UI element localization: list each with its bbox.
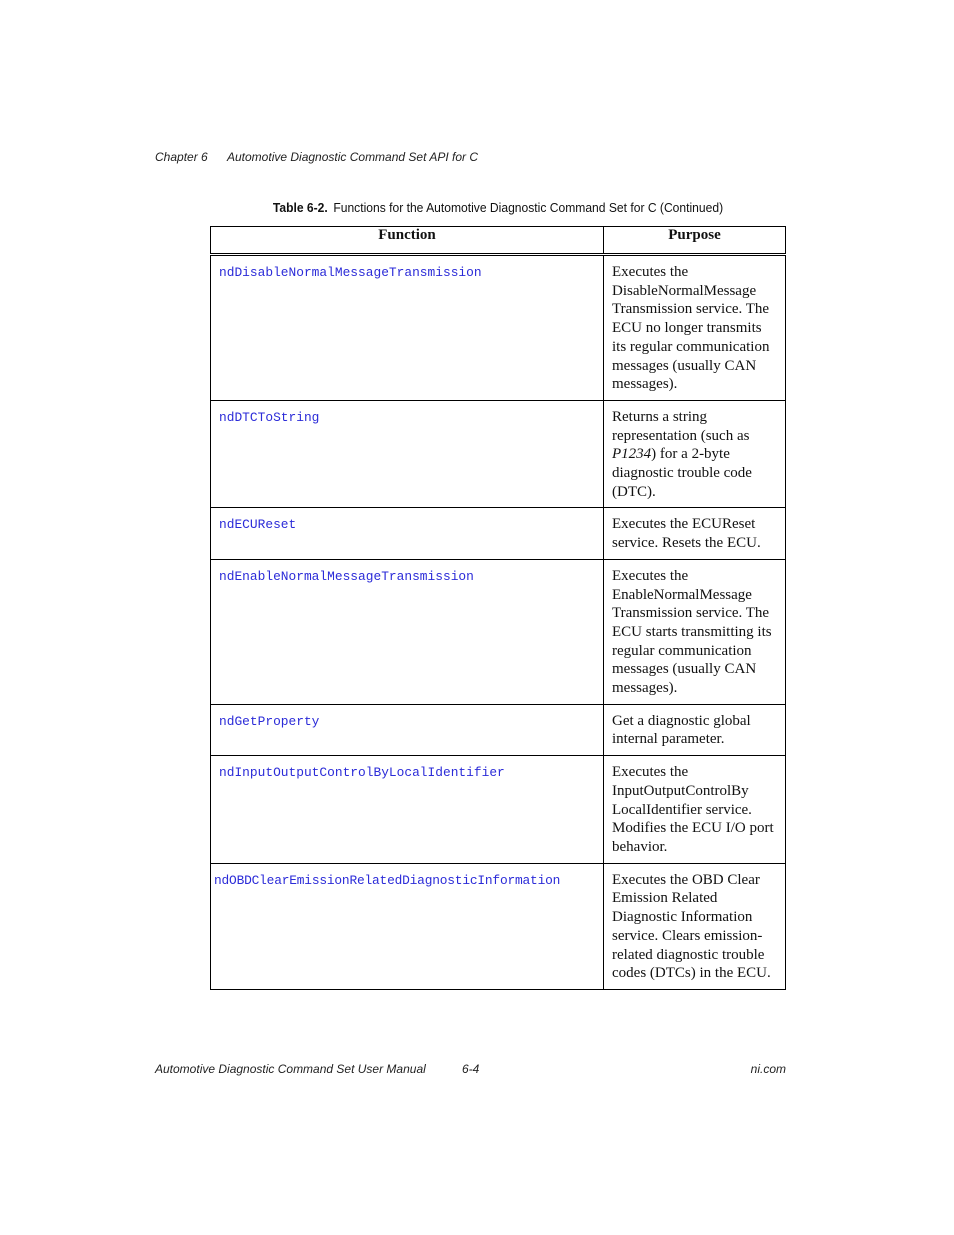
purpose-cell: Executes the OBD Clear Emission Related Diagnostic Information service. Clears emission-related diagnostic trouble codes (DTCs) in the ECU. <box>604 863 786 989</box>
function-cell <box>211 756 604 864</box>
purpose-example-code: P1234 <box>612 446 652 463</box>
purpose-cell: Get a diagnostic global internal parameter. <box>604 704 786 755</box>
table-caption <box>230 200 766 215</box>
column-header-purpose: Purpose <box>604 227 786 255</box>
table-row <box>211 704 786 755</box>
table-row <box>211 863 786 989</box>
function-cell <box>211 559 604 704</box>
purpose-cell: Executes the DisableNormalMessage Transmission service. The ECU no longer transmits its regular communication messages (usually CAN messages). <box>604 255 786 401</box>
page-number: 6-4 <box>462 1062 480 1076</box>
chapter-label: Chapter 6 <box>155 150 208 164</box>
table-row <box>211 508 786 559</box>
function-cell <box>211 400 604 508</box>
function-link-ndEnableNormalMessageTransmission[interactable]: ndEnableNormalMessageTransmission <box>219 568 474 584</box>
purpose-cell: Executes the InputOutputControlBy LocalIdentifier service. Modifies the ECU I/O port behavior. <box>604 756 786 864</box>
function-link-ndOBDClearEmissionRelatedDiagnosticInformation[interactable]: ndOBDClearEmissionRelatedDiagnosticInformation <box>214 872 561 888</box>
table-header-row <box>211 227 786 255</box>
table-caption-title: Functions for the Automotive Diagnostic Command Set for C (Continued) <box>333 200 724 215</box>
purpose-cell: Executes the ECUReset service. Resets the ECU. <box>604 508 786 559</box>
site-link[interactable]: ni.com <box>750 1062 786 1076</box>
function-link-ndDisableNormalMessageTransmission[interactable]: ndDisableNormalMessageTransmission <box>219 265 482 280</box>
function-cell <box>211 704 604 755</box>
functions-table <box>210 226 786 990</box>
function-cell <box>211 255 604 401</box>
manual-title: Automotive Diagnostic Command Set User Manual <box>155 1062 426 1076</box>
table-row <box>211 559 786 704</box>
column-header-function: Function <box>211 227 604 255</box>
purpose-text: ) for a 2-byte diagnostic trouble code (DTC). <box>612 446 752 500</box>
function-cell <box>211 508 604 559</box>
purpose-text: Returns a string representation (such as <box>612 408 750 444</box>
function-link-ndDTCToString[interactable]: ndDTCToString <box>219 409 320 425</box>
running-header <box>155 150 478 164</box>
function-cell <box>211 863 604 989</box>
function-link-ndECUReset[interactable]: ndECUReset <box>219 517 297 533</box>
purpose-cell: Executes the EnableNormalMessage Transmission service. The ECU starts transmitting its regular communication messages (usually CAN messages). <box>604 559 786 704</box>
table-row <box>211 255 786 401</box>
table-row <box>211 756 786 864</box>
table-row <box>211 400 786 508</box>
function-link-ndInputOutputControlByLocalIdentifier[interactable]: ndInputOutputControlByLocalIdentifier <box>219 765 505 781</box>
section-title: Automotive Diagnostic Command Set API for C <box>227 150 478 164</box>
purpose-cell <box>604 400 786 508</box>
table-caption-label: Table 6-2. <box>272 200 328 215</box>
function-link-ndGetProperty[interactable]: ndGetProperty <box>219 713 320 729</box>
